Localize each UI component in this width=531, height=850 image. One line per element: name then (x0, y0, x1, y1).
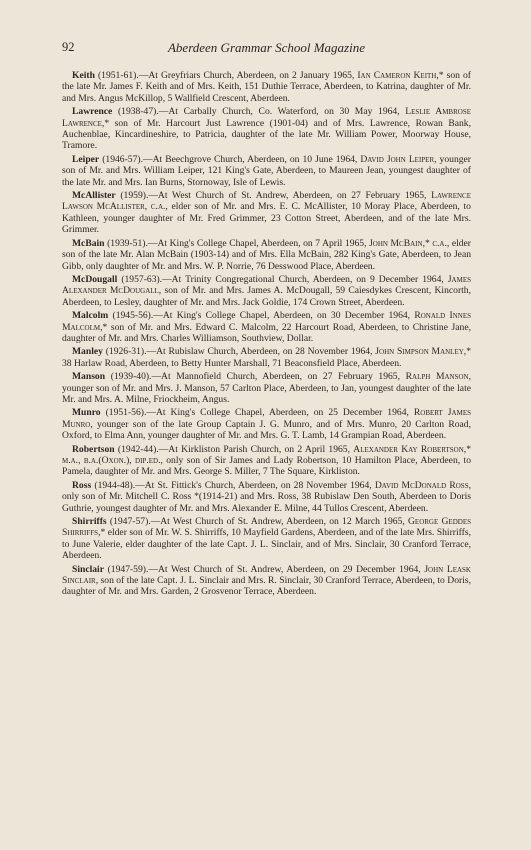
entry-munro: Munro (1951-56).—At King's College Chapel, Aberdeen, on 25 December 1964, Robert James Munro, younger son of the late Group Captain J. G. Munro, and of Mrs. Munro, 20 Carlton Road, Oxford, to Elma Ann, younger daughter of Mr. and Mrs. G. T. Lamb, 14 Grampian Road, Aberdeen. (62, 407, 471, 442)
entry-shirriffs: Shirriffs (1947-57).—At West Church of St. Andrew, Aberdeen, on 12 March 1965, George Geddes Shirriffs,* elder son of Mr. W. S. Shirriffs, 10 Mayfield Gardens, Aberdeen, and of the late Mrs. Shirriffs, to June Valerie, elder daughter of the late Capt. J. L. Sinclair, and of Mrs. Sinclair, 30 Cranford Terrace, Aberdeen. (62, 516, 471, 562)
entry-sinclair: Sinclair (1947-59).—At West Church of St. Andrew, Aberdeen, on 29 December 1964, John Leask Sinclair, son of the late Capt. J. L. Sinclair and Mrs. R. Sinclair, 30 Cranford Terrace, Aberdeen, to Doris, daughter of Mr. and Mrs. Garden, 2 Grosvenor Terrace, Aberdeen. (62, 563, 471, 598)
entry-mcbain: McBain (1939-51).—At King's College Chapel, Aberdeen, on 7 April 1965, John McBain,* c.a., elder son of the late Mr. Alan McBain (1903-14) and of Mrs. Ella McBain, 282 King's Gate, Aberdeen, to Jean Gibb, only daughter of Mr. and Mrs. W. P. Norrie, 76 Desswood Place, Aberdeen. (62, 237, 471, 272)
marriage-entries (62, 70, 471, 598)
entry-ross: Ross (1944-48).—At St. Fittick's Church, Aberdeen, on 28 November 1964, David McDonald Ross, only son of Mr. Mitchell C. Ross *(1914-21) and Mrs. Ross, 38 Rubislaw Den South, Aberdeen to Doris Guthrie, youngest daughter of Mr. and Mrs. Alexander E. Milne, 44 Tullos Crescent, Aberdeen. (62, 479, 471, 514)
entry-mcallister: McAllister (1959).—At West Church of St. Andrew, Aberdeen, on 27 February 1965, Lawrence Lawson McAllister, c.a., elder son of Mr. and Mrs. E. C. McAllister, 10 Moray Place, Aberdeen, to Kathleen, younger daughter of Mr. Fred Grimmer, 23 Cotton Street, Aberdeen, and of the late Mrs. Grimmer. (62, 190, 471, 236)
entry-keith: Keith (1951-61).—At Greyfriars Church, Aberdeen, on 2 January 1965, Ian Cameron Keith,* son of the late Mr. James F. Keith and of Mrs. Keith, 151 Duthie Terrace, Aberdeen, to Katrina, daughter of Mr. and Mrs. Angus McKillop, 5 Wallfield Crescent, Aberdeen. (62, 70, 471, 104)
entry-manley: Manley (1926-31).—At Rubislaw Church, Aberdeen, on 28 November 1964, John Simpson Manley,* 38 Harlaw Road, Aberdeen, to Betty Hunter Marshall, 71 Beaconsfield Place, Aberdeen. (62, 346, 471, 369)
running-title: Aberdeen Grammar School Magazine (167, 40, 365, 55)
page-header (62, 40, 471, 60)
entry-robertson: Robertson (1942-44).—At Kirkliston Parish Church, on 2 April 1965, Alexander Kay Robertson,* m.a., b.a.(Oxon.), dip.ed., only son of Sir James and Lady Robertson, 10 Hamilton Place, Aberdeen, to Pamela, daughter of Mr. and Mrs. George S. Miller, 7 The Square, Kirkliston. (62, 443, 471, 478)
page-number: 92 (62, 40, 75, 54)
entry-malcolm: Malcolm (1945-56).—At King's College Chapel, Aberdeen, on 30 December 1964, Ronald Innes Malcolm,* son of Mr. and Mrs. Edward C. Malcolm, 22 Harcourt Road, Aberdeen, to Christine Jane, daughter of Mr. and Mrs. Charles Williamson, Southview, Dollar. (62, 310, 471, 344)
entry-leiper: Leiper (1946-57).—At Beechgrove Church, Aberdeen, on 10 June 1964, David John Leiper, younger son of Mr. and Mrs. William Leiper, 121 King's Gate, Aberdeen, to Maureen Jean, youngest daughter of the late Mr. and Mrs. Ian Burns, Stornoway, Isle of Lewis. (62, 153, 471, 188)
entry-manson: Manson (1939-40).—At Mannofield Church, Aberdeen, on 27 February 1965, Ralph Manson, younger son of Mr. and Mrs. J. Manson, 57 Carlton Place, Aberdeen, to Jan, youngest daughter of the late Mr. and Mrs. A. Milne, Friockheim, Angus. (62, 371, 471, 405)
entry-mcdougall: McDougall (1957-63).—At Trinity Congregational Church, Aberdeen, on 9 December 1964, James Alexander McDougall, son of Mr. and Mrs. James A. McDougall, 59 Caiesdykes Crescent, Kincorth, Aberdeen, to Lesley, daughter of Mr. and Mrs. Jack Goldie, 174 Crown Street, Aberdeen. (62, 273, 471, 308)
entry-lawrence: Lawrence (1938-47).—At Carbally Church, Co. Waterford, on 30 May 1964, Leslie Ambrose Lawrence,* son of Mr. Harcourt Just Lawrence (1901-04) and of Mrs. Lawrence, Rowan Bank, Auchenblae, Kincardineshire, to Patricia, daughter of the late Mr. William Power, Moorway House, Tramore. (62, 106, 471, 152)
